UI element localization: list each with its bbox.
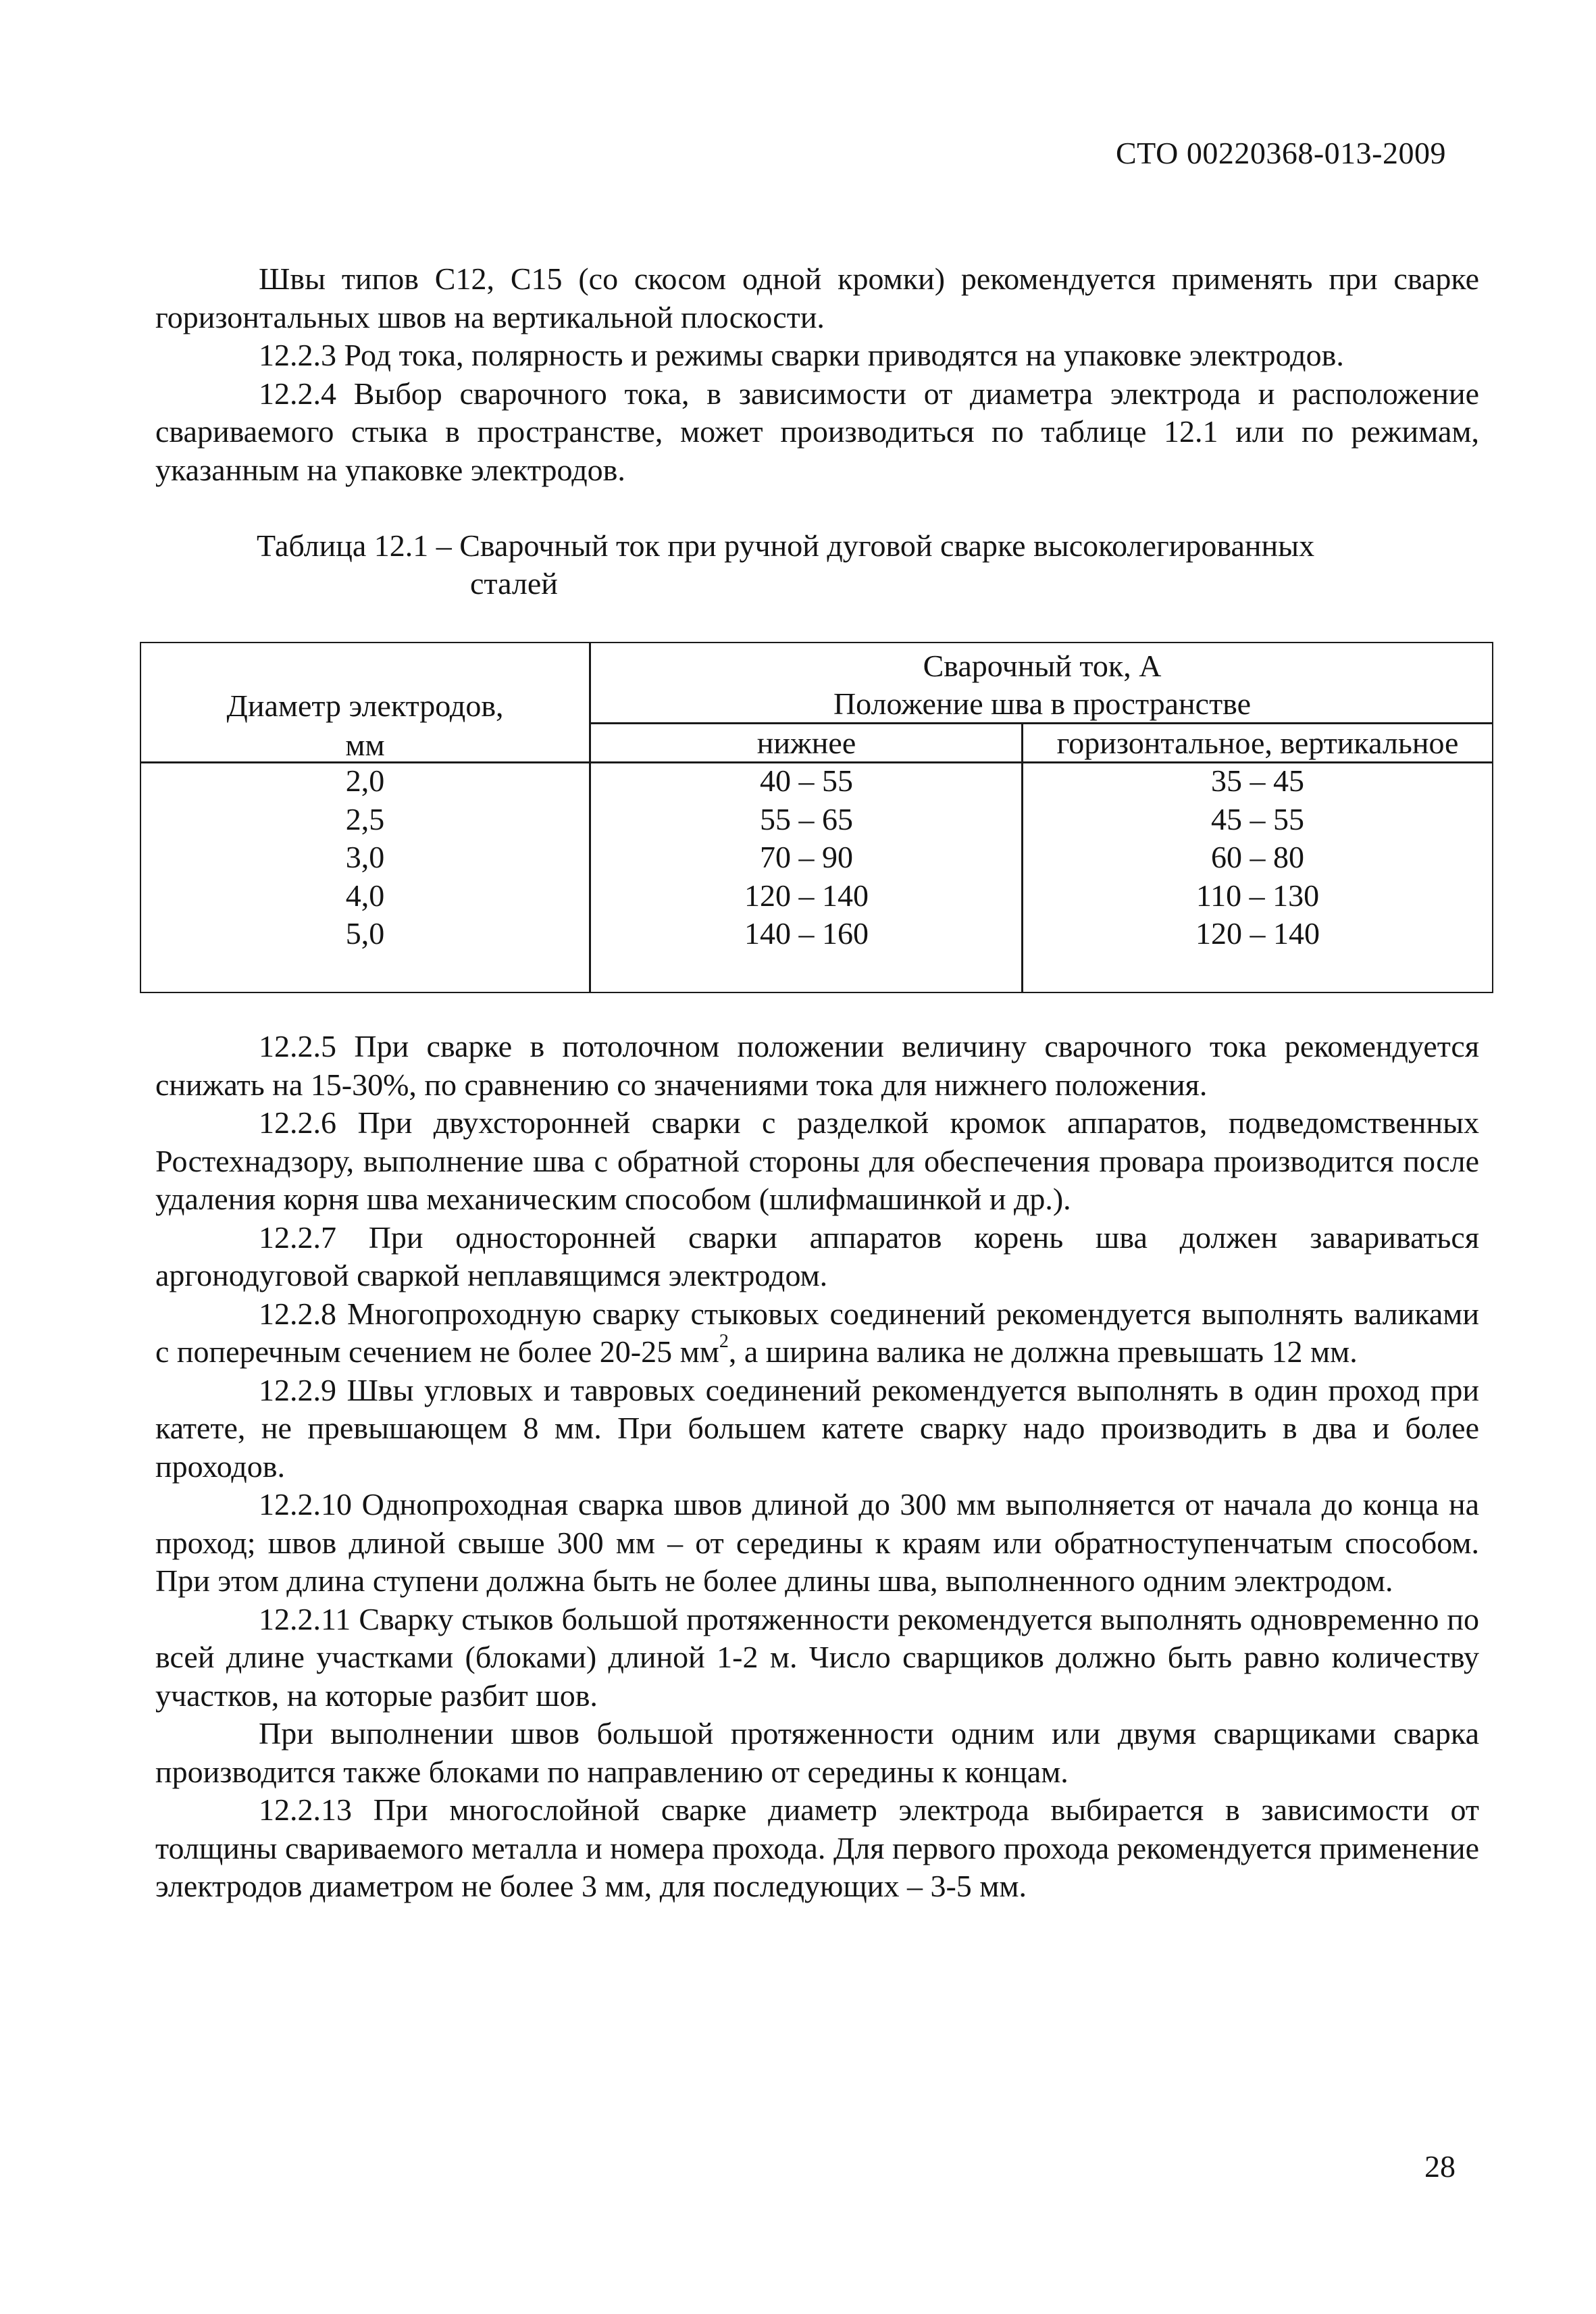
column-lower — [590, 762, 1023, 953]
table-caption-line-2: сталей — [470, 566, 558, 601]
intro-text — [155, 260, 1479, 489]
main-text — [155, 1028, 1479, 1906]
table-cell-lower: 70 – 90 — [760, 840, 853, 874]
document-code: СТО 00220368-013-2009 — [1115, 136, 1446, 170]
table-cell-horiz-vert: 110 – 130 — [1195, 878, 1320, 913]
table-cell-lower: 120 – 140 — [744, 878, 869, 913]
paragraph-12-2-6: 12.2.6 При двухсторонней сварки с разделкой кромок аппаратов, подведомственных Ростехнадзору, выполнение шва с обратной стороны для обеспечения провара производится после удаления корня шва механическим способом (шлифмашинкой и др.). — [155, 1105, 1479, 1216]
table-cell-diameter: 2,0 — [345, 763, 385, 798]
superscript-squared: 2 — [719, 1331, 729, 1352]
paragraph-12-2-13: 12.2.13 При многослойной сварке диаметр электрода выбирается в зависимости от толщины свариваемого металла и номера прохода. Для первого прохода рекомендуется применение электродов диаметром не более 3 мм, для последующих – 3-5 мм. — [155, 1792, 1479, 1903]
paragraph-12-2-8 — [155, 1295, 1479, 1372]
table-cell-horiz-vert: 60 – 80 — [1211, 840, 1304, 874]
table-cell-diameter: 4,0 — [345, 878, 385, 913]
header-diameter-unit: мм — [345, 728, 385, 762]
welding-current-table — [140, 642, 1493, 993]
paragraph-seam-types: Швы типов С12, С15 (со скосом одной кромки) рекомендуется применять при сварке горизонтальных швов на вертикальной плоскости. — [155, 261, 1479, 334]
table-cell-lower: 140 – 160 — [744, 916, 869, 951]
header-seam-position: Положение шва в пространстве — [833, 686, 1252, 721]
paragraph-long-seams: При выполнении швов большой протяженности одним или двумя сварщиками сварка производится также блоками по направлению от середины к концам. — [155, 1716, 1479, 1789]
table-cell-horiz-vert: 45 – 55 — [1211, 801, 1304, 836]
table-cell-horiz-vert: 120 – 140 — [1195, 916, 1320, 951]
table-caption — [257, 527, 1314, 603]
table-cell-horiz-vert: 35 – 45 — [1211, 763, 1304, 798]
paragraph-12-2-3: 12.2.3 Род тока, полярность и режимы сварки приводятся на упаковке электродов. — [259, 338, 1344, 372]
paragraph-12-2-9: 12.2.9 Швы угловых и тавровых соединений рекомендуется выполнять в один проход при катете, не превышающем 8 мм. При большем катете сварку надо производить в два и более проходов. — [155, 1372, 1479, 1484]
paragraph-12-2-11: 12.2.11 Сварку стыков большой протяженности рекомендуется выполнять одновременно по всей длине участками (блоками) длиной 1-2 м. Число сварщиков должно быть равно количеству участков, на которые разбит шов. — [155, 1601, 1479, 1713]
header-welding-current: Сварочный ток, А — [923, 649, 1162, 683]
table-cell-lower: 55 – 65 — [760, 801, 853, 836]
table-cell-diameter: 3,0 — [345, 840, 385, 874]
table-caption-line-1: Таблица 12.1 – Сварочный ток при ручной дуговой сварке высоколегированных — [257, 528, 1315, 563]
page-number: 28 — [1424, 2149, 1456, 2184]
column-horizontal-vertical — [1023, 762, 1493, 953]
header-horizontal-vertical: горизонтальное, вертикальное — [1056, 726, 1459, 760]
table-cell-lower: 40 – 55 — [760, 763, 853, 798]
paragraph-12-2-10: 12.2.10 Однопроходная сварка швов длиной до 300 мм выполняется от начала до конца на проход; швов длиной свыше 300 мм – от середины к краям или обратноступенчатым способом. При этом длина ступени должна быть не более длины шва, выполненного одним электродом. — [155, 1487, 1479, 1598]
paragraph-12-2-8-text: 12.2.8 Многопроходную сварку стыковых соединений рекомендуется выполнять валиками с поперечным сечением не более 20-25 мм — [155, 1296, 1479, 1369]
paragraph-12-2-7: 12.2.7 При односторонней сварки аппаратов корень шва должен завариваться аргонодуговой сваркой неплавящимся электродом. — [155, 1219, 1479, 1292]
table-cell-diameter: 2,5 — [345, 801, 385, 836]
paragraph-12-2-8-tail: , а ширина валика не должна превышать 12 мм. — [728, 1334, 1358, 1369]
column-diameter — [141, 762, 589, 953]
header-lower-position: нижнее — [756, 726, 856, 760]
table-cell-diameter: 5,0 — [345, 916, 385, 951]
paragraph-12-2-5: 12.2.5 При сварке в потолочном положении величину сварочного тока рекомендуется снижать на 15-30%, по сравнению со значениями тока для нижнего положения. — [155, 1029, 1479, 1102]
header-diameter-label: Диаметр электродов, — [226, 688, 504, 723]
paragraph-12-2-4: 12.2.4 Выбор сварочного тока, в зависимости от диаметра электрода и расположение свариваемого стыка в пространстве, может производиться по таблице 12.1 или по режимам, указанным на упаковке электродов. — [155, 376, 1479, 487]
